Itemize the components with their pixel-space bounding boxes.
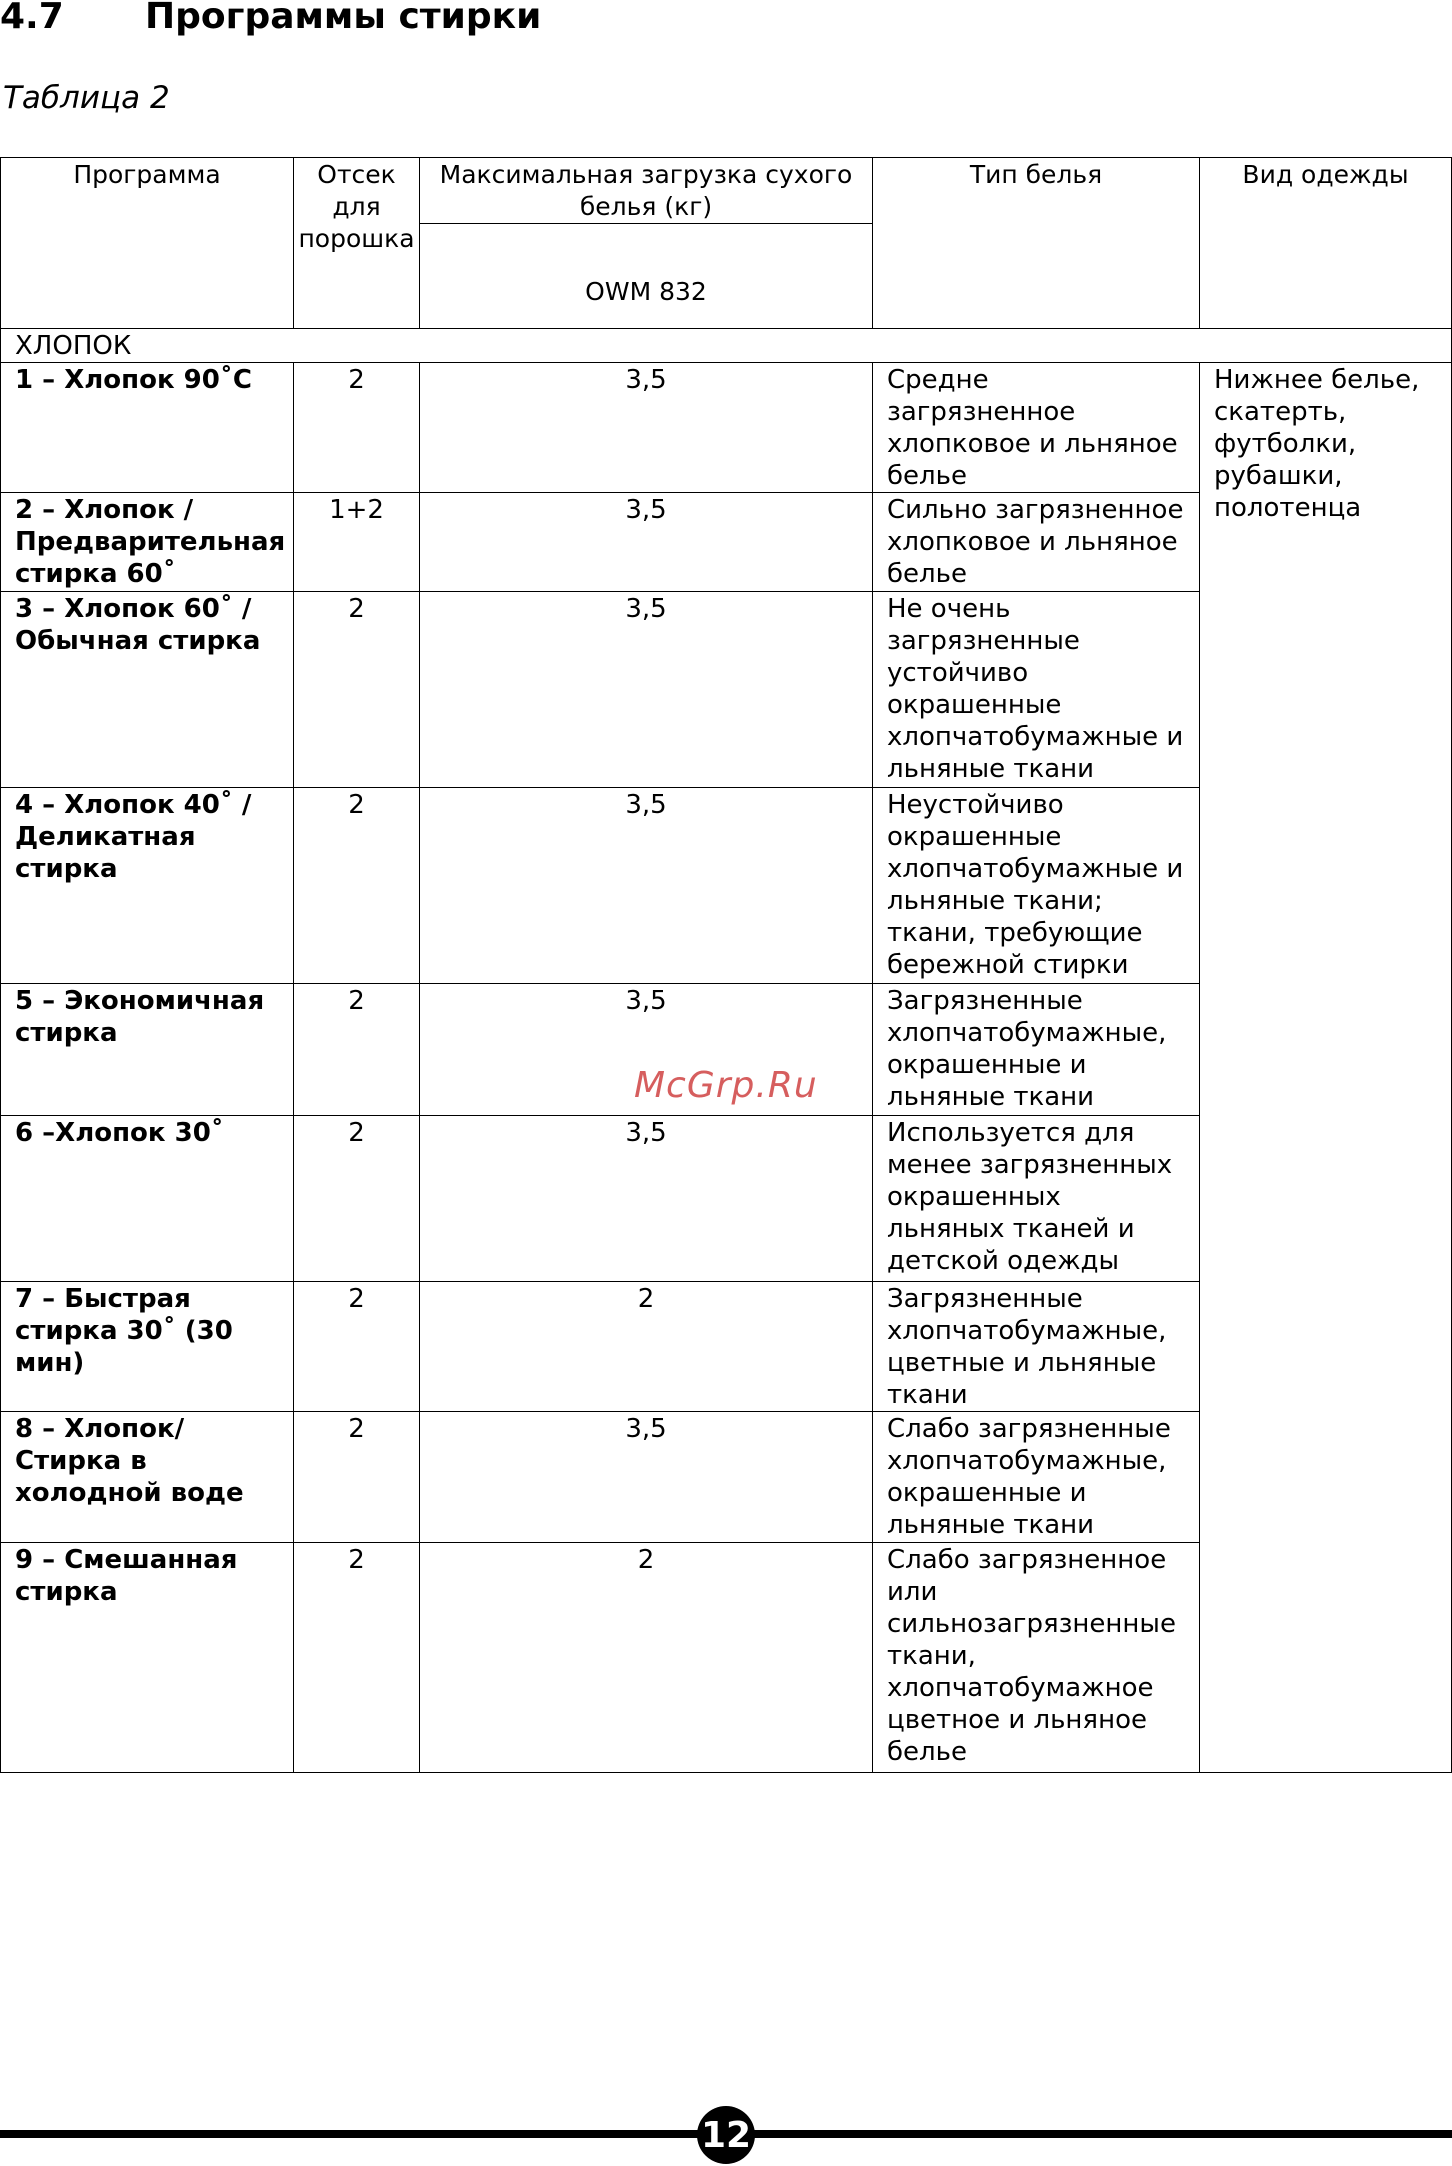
header-compartment: Отсек для порошка [294,158,420,329]
compartment-cell: 2 [294,788,420,984]
section-label: ХЛОПОК [1,329,1452,363]
load-cell: 3,5 [420,984,873,1116]
fabric-cell: Средне загрязненное хлопковое и льняное белье [873,363,1200,493]
load-cell: 3,5 [420,788,873,984]
program-cell: 2 – Хлопок / Предварительная стирка 60˚ [1,493,294,592]
compartment-cell: 2 [294,1116,420,1282]
fabric-cell: Загрязненные хлопчатобумажные, цветные и льняные ткани [873,1282,1200,1412]
header-max-load: Максимальная загрузка сухого белья (кг) [420,158,873,224]
header-fabric-type: Тип белья [873,158,1200,329]
compartment-cell: 2 [294,592,420,788]
page-number: 12 [697,2106,755,2164]
program-cell: 1 – Хлопок 90˚C [1,363,294,493]
fabric-cell: Сильно загрязненное хлопковое и льняное белье [873,493,1200,592]
program-cell: 9 – Смешанная стирка [1,1543,294,1773]
compartment-cell: 2 [294,363,420,493]
fabric-cell: Не очень загрязненные устойчиво окрашенные хлопчатобумажные и льняные ткани [873,592,1200,788]
fabric-cell: Неустойчиво окрашенные хлопчатобумажные и льняные ткани; ткани, требующие бережной стирки [873,788,1200,984]
section-row [1,329,1452,363]
table-caption: Таблица 2 [3,80,170,116]
compartment-cell: 2 [294,1543,420,1773]
section-title: Программы стирки [145,0,542,37]
program-cell: 3 – Хлопок 60˚ / Обычная стирка [1,592,294,788]
fabric-cell: Загрязненные хлопчатобумажные, окрашенные и льняные ткани [873,984,1200,1116]
wash-programs-table [0,157,1452,1773]
compartment-cell: 2 [294,1412,420,1543]
program-cell: 7 – Быстрая стирка 30˚ (30 мин) [1,1282,294,1412]
load-cell: 3,5 [420,1412,873,1543]
fabric-cell: Слабо загрязненное или сильнозагрязненные ткани, хлопчатобумажное цветное и льняное белье [873,1543,1200,1773]
program-cell: 8 – Хлопок/Стирка в холодной воде [1,1412,294,1543]
fabric-cell: Слабо загрязненные хлопчатобумажные, окрашенные и льняные ткани [873,1412,1200,1543]
watermark: McGrp.Ru [634,1065,818,1106]
load-cell: 3,5 [420,363,873,493]
program-cell: 4 – Хлопок 40˚ / Деликатная стирка [1,788,294,984]
clothes-cell: Нижнее белье, скатерть, футболки, рубашки, полотенца [1200,363,1452,1773]
header-clothes-type: Вид одежды [1200,158,1452,329]
header-model: OWM 832 [420,224,873,329]
compartment-cell: 1+2 [294,493,420,592]
table-header-row [1,158,1452,224]
load-cell: 3,5 [420,493,873,592]
section-number: 4.7 [0,0,64,37]
program-cell: 6 –Хлопок 30˚ [1,1116,294,1282]
table-row [1,363,1452,493]
load-cell: 3,5 [420,592,873,788]
load-cell: 2 [420,1543,873,1773]
compartment-cell: 2 [294,1282,420,1412]
load-cell: 3,5 [420,1116,873,1282]
fabric-cell: Используется для менее загрязненных окрашенных льняных тканей и детской одежды [873,1116,1200,1282]
program-cell: 5 – Экономичная стирка [1,984,294,1116]
load-cell: 2 [420,1282,873,1412]
section-heading [0,0,541,37]
header-program: Программа [1,158,294,329]
compartment-cell: 2 [294,984,420,1116]
